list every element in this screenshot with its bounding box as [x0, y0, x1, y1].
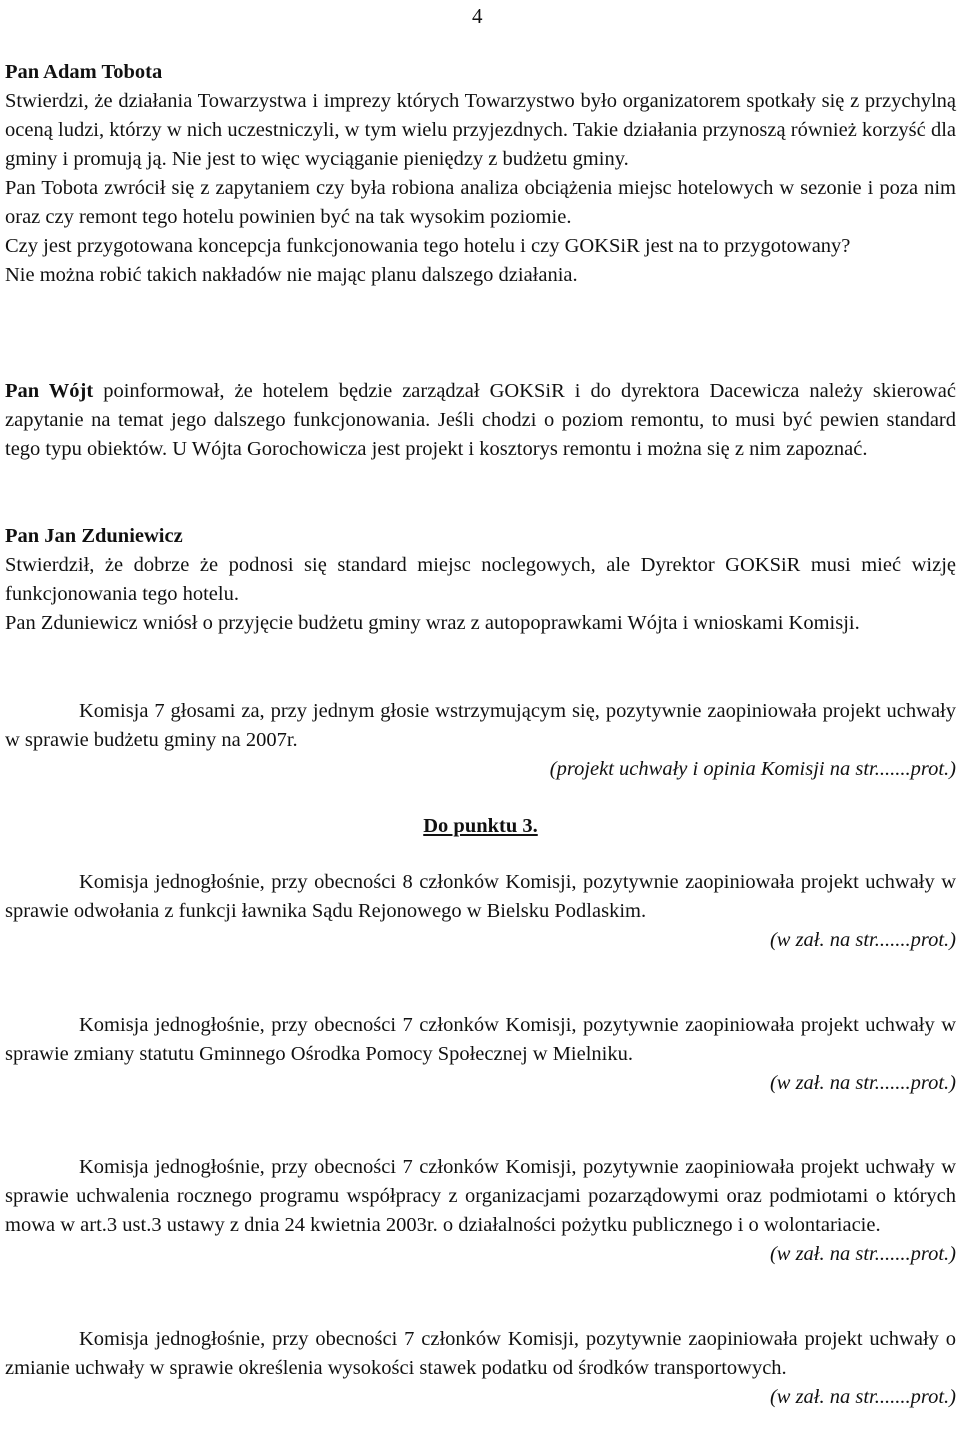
paragraph: Komisja jednogłośnie, przy obecności 8 członków Komisji, pozytywnie zaopiniowała projekt uchwały w sprawie odwołania z funkcji ławnika Sądu Rejonowego w Bielsku Podlaskim.: [5, 871, 956, 922]
reference-note: (w zał. na str.......prot.): [769, 1072, 956, 1094]
reference-note: (projekt uchwały i opinia Komisji na str.......prot.): [549, 758, 956, 780]
paragraph: Komisja jednogłośnie, przy obecności 7 członków Komisji, pozytywnie zaopiniowała projekt uchwały w sprawie zmiany statutu Gminnego Ośrodka Pomocy Społecznej w Mielniku.: [5, 1014, 956, 1065]
paragraph: Stwierdzi, że działania Towarzystwa i imprezy których Towarzystwo było organizatorem spotkały się z przychylną oceną ludzi, którzy w nich uczestniczyli, w tym wielu przyjezdnych. Takie działania przynoszą również korzyść dla gminy i promują ją. Nie jest to więc wyciąganie pieniędzy z budżetu gminy.: [5, 90, 956, 170]
resolution-4: [5, 1325, 956, 1412]
speaker-name: Pan Jan Zduniewicz: [5, 525, 183, 547]
paragraph: Czy jest przygotowana koncepcja funkcjonowania tego hotelu i czy GOKSiR jest na to przygotowany?: [5, 235, 851, 257]
section-heading: Do punktu 3.: [423, 815, 538, 837]
budget-vote-section: [5, 697, 956, 784]
paragraph: Pan Zduniewicz wniósł o przyjęcie budżetu gminy wraz z autopoprawkami Wójta i wnioskami Komisji.: [5, 612, 860, 634]
reference-note: (w zał. na str.......prot.): [769, 1243, 956, 1265]
paragraph: poinformował, że hotelem będzie zarządzał GOKSiR i do dyrektora Dacewicza należy skierować zapytanie na temat jego dalszego funkcjonowania. Jeśli chodzi o poziom remontu, to musi być pewien standard tego typu obiektów. U Wójta Gorochowicza jest projekt i kosztorys remontu i można się z nim zapoznać.: [5, 380, 956, 460]
reference-note: (w zał. na str.......prot.): [769, 1386, 956, 1408]
paragraph: Stwierdził, że dobrze że podnosi się standard miejsc noclegowych, ale Dyrektor GOKSiR musi mieć wizję funkcjonowania tego hotelu.: [5, 554, 956, 605]
resolution-3: [5, 1153, 956, 1269]
page-number: 4: [472, 4, 483, 28]
speaker-zduniewicz-section: [5, 522, 956, 638]
paragraph: Komisja jednogłośnie, przy obecności 7 członków Komisji, pozytywnie zaopiniowała projekt uchwały o zmianie uchwały w sprawie określenia wysokości stawek podatku od środków transportowych.: [5, 1328, 956, 1379]
resolution-1: [5, 868, 956, 955]
reference-note: (w zał. na str.......prot.): [769, 929, 956, 951]
paragraph: Pan Tobota zwrócił się z zapytaniem czy była robiona analiza obciążenia miejsc hotelowych w sezonie i poza nim oraz czy remont tego hotelu powinien być na tak wysokim poziomie.: [5, 177, 956, 228]
paragraph: Komisja jednogłośnie, przy obecności 7 członków Komisji, pozytywnie zaopiniowała projekt uchwały w sprawie uchwalenia rocznego programu współpracy z organizacjami pozarządowymi oraz podmiotami o których mowa w art.3 ust.3 ustawy z dnia 24 kwietnia 2003r. o działalności pożytku publicznego i o wolontariacie.: [5, 1156, 956, 1236]
speaker-tobota-section: [5, 58, 956, 290]
resolution-2: [5, 1011, 956, 1098]
paragraph: Nie można robić takich nakładów nie mając planu dalszego działania.: [5, 264, 578, 286]
speaker-name: Pan Adam Tobota: [5, 61, 163, 83]
paragraph: Komisja 7 głosami za, przy jednym głosie wstrzymującym się, pozytywnie zaopiniowała projekt uchwały w sprawie budżetu gminy na 2007r.: [5, 700, 956, 751]
speaker-wojt-section: [5, 377, 956, 464]
speaker-name: Pan Wójt: [5, 380, 94, 402]
